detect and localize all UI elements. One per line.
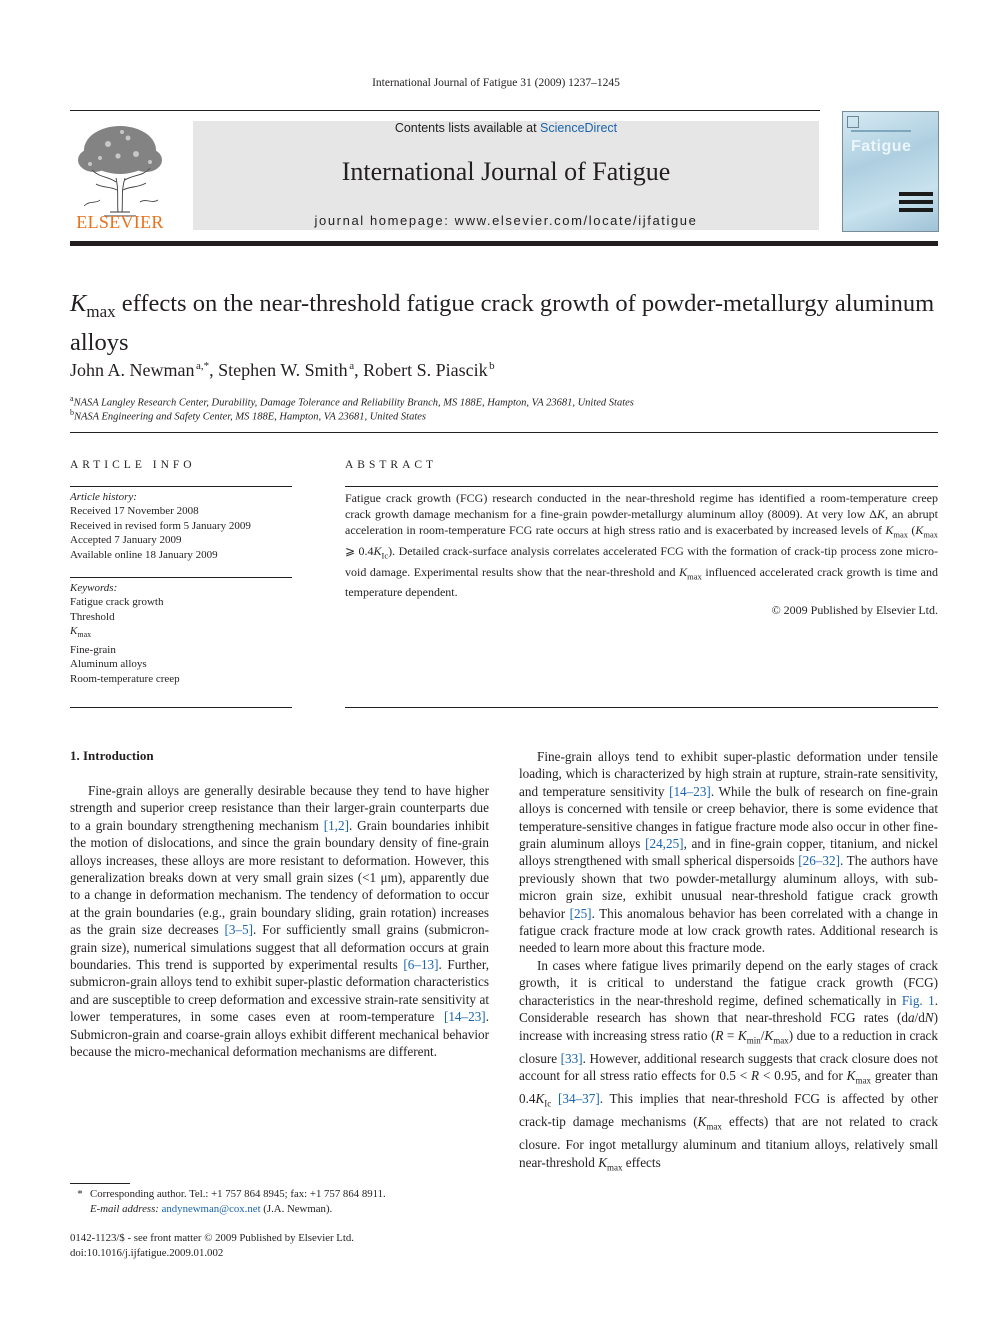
journal-title: International Journal of Fatigue — [341, 157, 671, 186]
citation-link[interactable]: [26–32] — [798, 853, 841, 869]
email-after: (J.A. Newman). — [260, 1202, 333, 1215]
email-link[interactable]: andynewman@cox.net — [161, 1202, 261, 1215]
history-label: Article history: — [70, 491, 137, 503]
article-history — [70, 490, 251, 562]
doi-line[interactable]: doi:10.1016/j.ijfatigue.2009.01.002 — [70, 1246, 224, 1259]
citation-link[interactable]: [6–13] — [403, 957, 439, 973]
abstract-heading: ABSTRACT — [345, 459, 438, 471]
body-paragraph: Fine-grain alloys are generally desirable because they tend to have higher strength and superior creep resistance than their larger-grain counterparts due to a grain boundary strengthening mechanism [1,2]. Grain boundaries inhibit the motion of dislocations, and since the grain boundary density of fine-grain alloys increases, these alloys are more resistant to deformation. However, this generalization breaks down at very small grain sizes (<1 μm), apparently due to a change in deformation mechanism. The tendency of deformation to occur at the grain boundaries (e.g., grain boundary sliding, grain rotation) increases as the grain size decreases [3–5]. For sufficiently small grains (submicron-grain size), numerical simulations suggest that all deformation occurs at grain boundaries. This trend is supported by experimental results [6–13]. Further, submicron-grain alloys tend to exhibit super-plastic deformation characteristics and are susceptible to creep deformation and excessive strain-rate sensitivity at lower temperatures, in some cases even at room-temperature [14–23]. Submicron-grain and coarse-grain alloys exhibit different mechanical behavior because the micro-mechanical deformation mechanisms are different. — [70, 783, 490, 1060]
author-sup: a,* — [196, 360, 210, 372]
footnote-rule — [70, 1183, 130, 1184]
keywords-label: Keywords: — [70, 582, 118, 594]
author-list: John A. Newman $^{a,*}$, Stephen W. Smith $^a$, Robert S. Piascik $^b$ — [70, 360, 495, 380]
footnote-marker: * — [77, 1188, 83, 1200]
history-item: Accepted 7 January 2009 — [70, 534, 182, 547]
section-heading: 1. Introduction — [70, 748, 154, 763]
abstract-rule — [345, 707, 938, 708]
corresponding-author: Corresponding author. Tel.: +1 757 864 8945; fax: +1 757 864 8911. — [90, 1188, 386, 1200]
affiliation — [70, 408, 426, 423]
title-k: K — [70, 290, 87, 317]
contents-line — [193, 121, 819, 135]
cover-bar — [899, 208, 933, 212]
footnote — [70, 1187, 490, 1216]
history-item: Received 17 November 2008 — [70, 505, 199, 518]
keywords — [70, 581, 180, 686]
section-rule — [70, 432, 938, 433]
elsevier-wordmark: ELSEVIER — [76, 212, 164, 232]
journal-cover-thumbnail — [842, 111, 939, 232]
citation-link[interactable]: [3–5] — [224, 922, 254, 938]
keyword-sub: max — [77, 630, 92, 640]
body-paragraph: Fine-grain alloys tend to exhibit super-plastic deformation under tensile loading, which is characterized by high strain at rupture, strain-rate sensitivity, and temperature sensitivity [14–23]. While the bulk of research on fine-grain alloys is concerned with tensile or creep behavior, there is some evidence that temperature-sensitive changes in fatigue fracture mode also occur in other fine-grain aluminum alloys [24,25], and in fine-grain copper, titanium, and nickel alloys strengthened with small spherical dispersoids [26–32]. The authors have previously shown that two powder-metallurgy aluminum alloys, with sub-micron grain size, exhibit unusual near-threshold fatigue crack growth behavior [25]. This anomalous behavior has been correlated with a change in fatigue crack fracture mode at low crack growth rates. Additional research is needed to learn more about this fracture mode. — [519, 749, 939, 956]
article-info-heading: ARTICLE INFO — [70, 459, 196, 471]
issn-line: 0142-1123/$ - see front matter © 2009 Published by Elsevier Ltd. — [70, 1232, 354, 1244]
citation-link[interactable]: [34–37] — [557, 1091, 600, 1106]
article-info-rule — [70, 577, 292, 578]
author-sup: a — [349, 360, 355, 372]
keyword: Fine-grain — [70, 643, 116, 656]
citation-link[interactable]: [24,25] — [645, 836, 684, 852]
cover-title: Fatigue — [851, 138, 912, 155]
journal-homepage[interactable]: journal homepage: www.elsevier.com/locate/ijfatigue — [314, 213, 698, 228]
body-column-left — [70, 782, 489, 1061]
keyword: Room-temperature creep — [70, 672, 180, 685]
issn-doi — [70, 1231, 354, 1260]
title-sub: max — [86, 301, 116, 321]
citation-link[interactable]: [33] — [560, 1050, 583, 1066]
keyword-k: K — [70, 625, 78, 638]
author-name[interactable]: John A. Newman — [70, 360, 195, 380]
cover-bar — [899, 200, 933, 204]
keyword: Fatigue crack growth — [70, 596, 164, 609]
title-rest: effects on the near-threshold fatigue crack growth of powder-metallurgy aluminum alloys — [70, 290, 935, 356]
abstract-rule — [345, 486, 938, 487]
keyword: Threshold — [70, 610, 115, 623]
cover-bar — [899, 192, 933, 196]
affiliation — [70, 394, 634, 409]
affiliation-sup: a — [70, 394, 74, 403]
citation-link[interactable]: [1,2] — [323, 817, 349, 833]
keyword-kmax — [70, 625, 92, 640]
header-rule — [70, 110, 820, 111]
header-thick-rule — [70, 241, 938, 246]
history-item: Received in revised form 5 January 2009 — [70, 519, 251, 532]
email-label: E-mail address: — [90, 1202, 162, 1215]
figure-link[interactable]: Fig. 1 — [901, 992, 935, 1008]
cover-line — [851, 130, 911, 132]
abstract-text: Fatigue crack growth (FCG) research conducted in the near-threshold regime has identified a room-temperature creep crack growth damage mechanism for a fine-grain powder-metallurgy aluminum alloy (8009). At very low ΔK, an abrupt acceleration in room-temperature FCG rate occurs at high stress ratio and is exacerbated by increased levels of $K_{max}$ ($K_{max}$ ⩾ $0.4K_{Ic}$). Detailed crack-surface analysis correlates accelerated FCG with the formation of crack-tip process zone micro-void damage. Experimental results show that the near-threshold and $K_{max}$ influenced accelerated crack growth is time and temperature dependent. — [345, 491, 939, 600]
citation-link[interactable]: [25] — [569, 905, 592, 921]
article-title — [70, 288, 938, 358]
contents-prefix: Contents lists available at — [394, 121, 541, 135]
author-sup: b — [489, 360, 495, 372]
affiliation-sup: b — [70, 408, 74, 417]
body-column-right — [519, 748, 938, 1177]
article-info-rule — [70, 707, 292, 708]
history-item: Available online 18 January 2009 — [70, 548, 218, 561]
citation-link[interactable]: [14–23] — [669, 783, 711, 799]
abstract-copyright: © 2009 Published by Elsevier Ltd. — [771, 603, 938, 617]
author-name[interactable]: Stephen W. Smith — [218, 360, 348, 380]
article-info-rule — [70, 486, 292, 487]
sciencedirect-link[interactable]: ScienceDirect — [540, 121, 618, 135]
affiliation-text: NASA Langley Research Center, Durability, Damage Tolerance and Reliability Branch, MS 188E, Hampton, VA 23681, United States — [73, 397, 634, 409]
affiliation-text: NASA Engineering and Safety Center, MS 188E, Hampton, VA 23681, United States — [74, 411, 427, 423]
cover-emblem — [847, 116, 859, 128]
keyword: Aluminum alloys — [70, 658, 147, 671]
author-name[interactable]: Robert S. Piascik — [363, 360, 488, 380]
body-paragraph: In cases where fatigue lives primarily depend on the early stages of crack growth, it is critical to understand the fatigue crack growth (FCG) characteristics in the near-threshold regime, defined schematically in Fig. 1. Considerable research has shown that near-threshold FCG rates (da/dN) increase with increasing stress ratio $(R = K_{min}/K_{max})$ due to a reduction in crack closure [33]. However, additional research suggests that crack closure does not account for all stress ratio effects for 0.5 < R < 0.95, and for $K_{max}$ greater than $0.4K_{Ic}$ [34–37]. This implies that near-threshold FCG is affected by other crack-tip damage mechanisms ($K_{max}$ effects) that are not related to crack closure. For ingot metallurgy aluminum and titanium alloys, relatively small near-threshold $K_{max}$ effects — [519, 957, 939, 1173]
citation-link[interactable]: [14–23] — [443, 1009, 486, 1025]
journal-citation: International Journal of Fatigue 31 (2009) 1237–1245 — [372, 77, 620, 89]
